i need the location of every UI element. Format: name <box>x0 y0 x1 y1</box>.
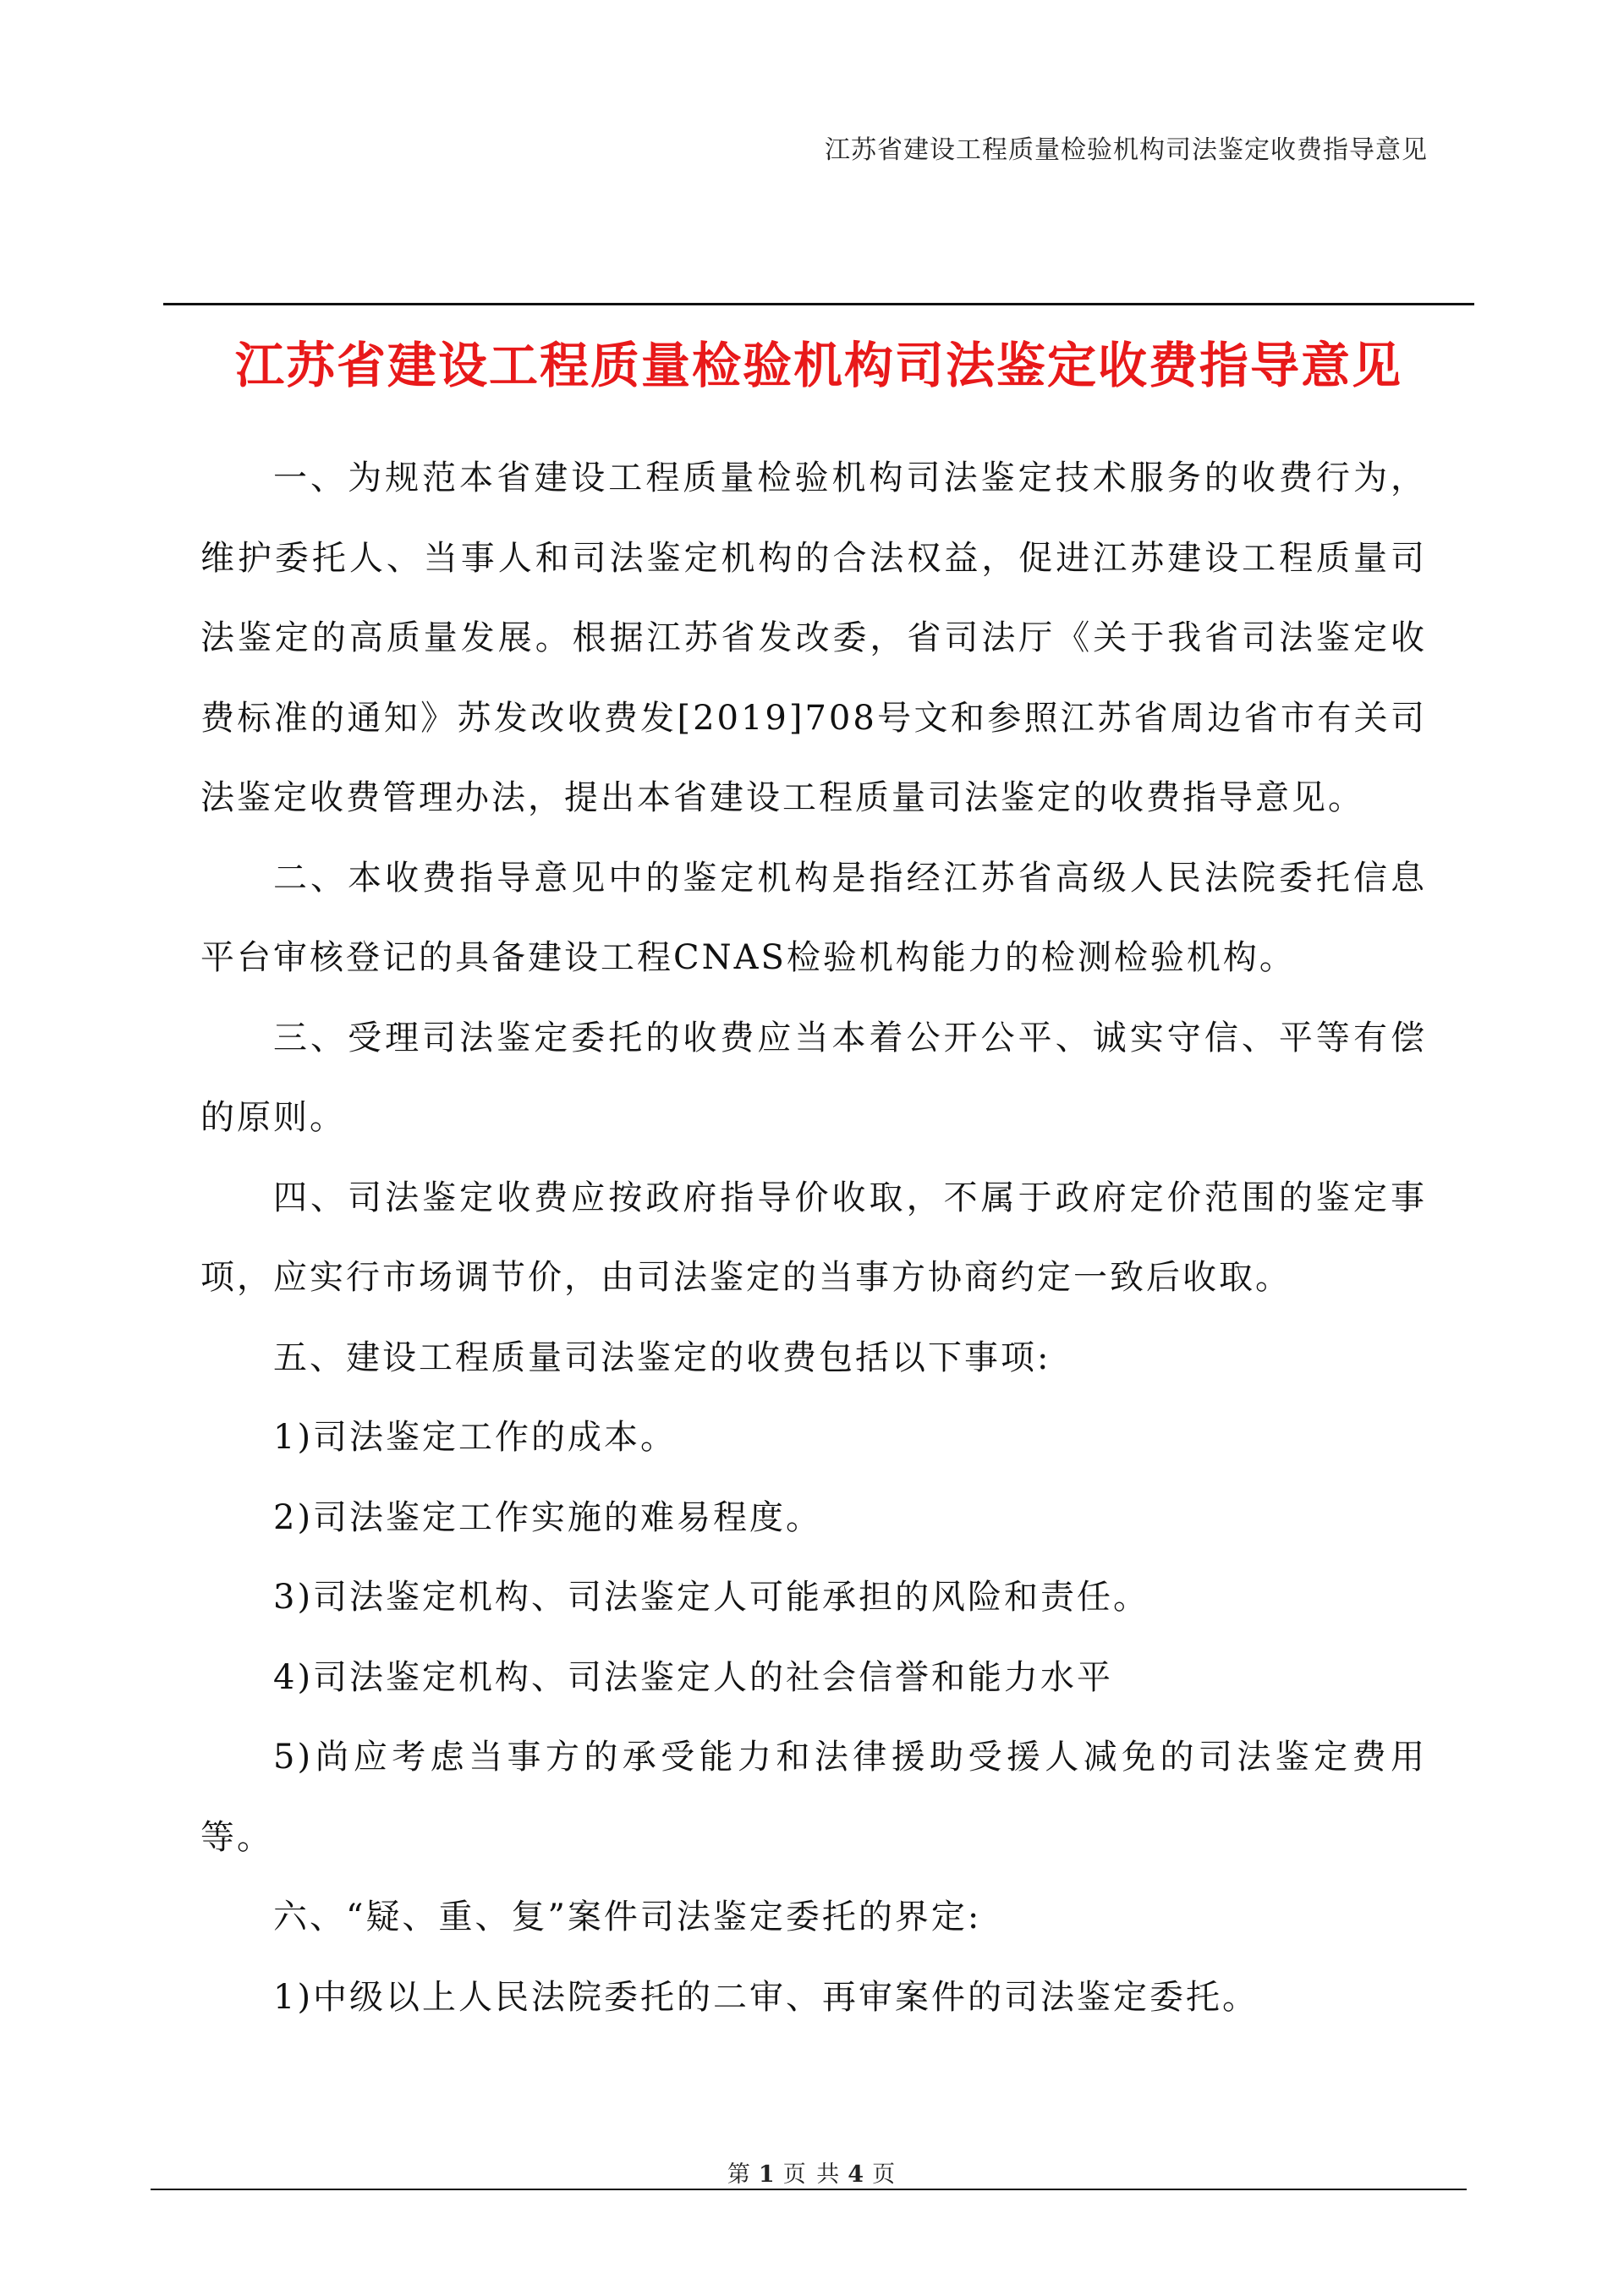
paragraph-4: 四、司法鉴定收费应按政府指导价收取，不属于政府定价范围的鉴定事项，应实行市场调节价，由司法鉴定的当事方协商约定一致后收取。 <box>200 1178 1427 1297</box>
paragraph-3: 三、受理司法鉴定委托的收费应当本着公开公平、诚实守信、平等有偿的原则。 <box>200 1018 1427 1137</box>
list-item-5-5: 5)尚应考虑当事方的承受能力和法律援助受援人减免的司法鉴定费用等。 <box>200 1738 1427 1857</box>
page-middle: 页 共 <box>782 2161 842 2188</box>
running-header: 江苏省建设工程质量检验机构司法鉴定收费指导意见 <box>825 135 1428 165</box>
page-prefix: 第 <box>727 2161 752 2188</box>
paragraph-2: 二、本收费指导意见中的鉴定机构是指经江苏省高级人民法院委托信息平台审核登记的具备建设工程CNAS检验机构能力的检测检验机构。 <box>200 858 1427 977</box>
document-title: 江苏省建设工程质量检验机构司法鉴定收费指导意见 <box>234 337 1402 394</box>
paragraph-1: 一、为规范本省建设工程质量检验机构司法鉴定技术服务的收费行为，维护委托人、当事人和司法鉴定机构的合法权益，促进江苏建设工程质量司法鉴定的高质量发展。根据江苏省发改委，省司法厅《关于我省司法鉴定收费标准的通知》苏发改收费发[2019]708号文和参照江苏省周边省市有关司法鉴定收费管理办法，提出本省建设工程质量司法鉴定的收费指导意见。 <box>200 459 1427 817</box>
list-item-6-1: 1)中级以上人民法院委托的二审、再审案件的司法鉴定委托。 <box>273 1977 1259 2017</box>
page-suffix: 页 <box>872 2161 897 2188</box>
page-total: 4 <box>848 2161 866 2188</box>
header-divider <box>163 303 1474 305</box>
document-body <box>200 438 1427 2037</box>
list-item-5-2: 2)司法鉴定工作实施的难易程度。 <box>273 1497 823 1537</box>
page-current: 1 <box>758 2161 776 2188</box>
list-item-5-1: 1)司法鉴定工作的成本。 <box>273 1418 678 1457</box>
page-number <box>0 2156 1624 2189</box>
footer-divider <box>151 2189 1467 2190</box>
list-item-5-4: 4)司法鉴定机构、司法鉴定人的社会信誉和能力水平 <box>273 1657 1114 1697</box>
paragraph-6: 六、“疑、重、复”案件司法鉴定委托的界定: <box>273 1898 982 1936</box>
list-item-5-3: 3)司法鉴定机构、司法鉴定人可能承担的风险和责任。 <box>273 1578 1150 1617</box>
paragraph-5: 五、建设工程质量司法鉴定的收费包括以下事项: <box>273 1338 1051 1377</box>
